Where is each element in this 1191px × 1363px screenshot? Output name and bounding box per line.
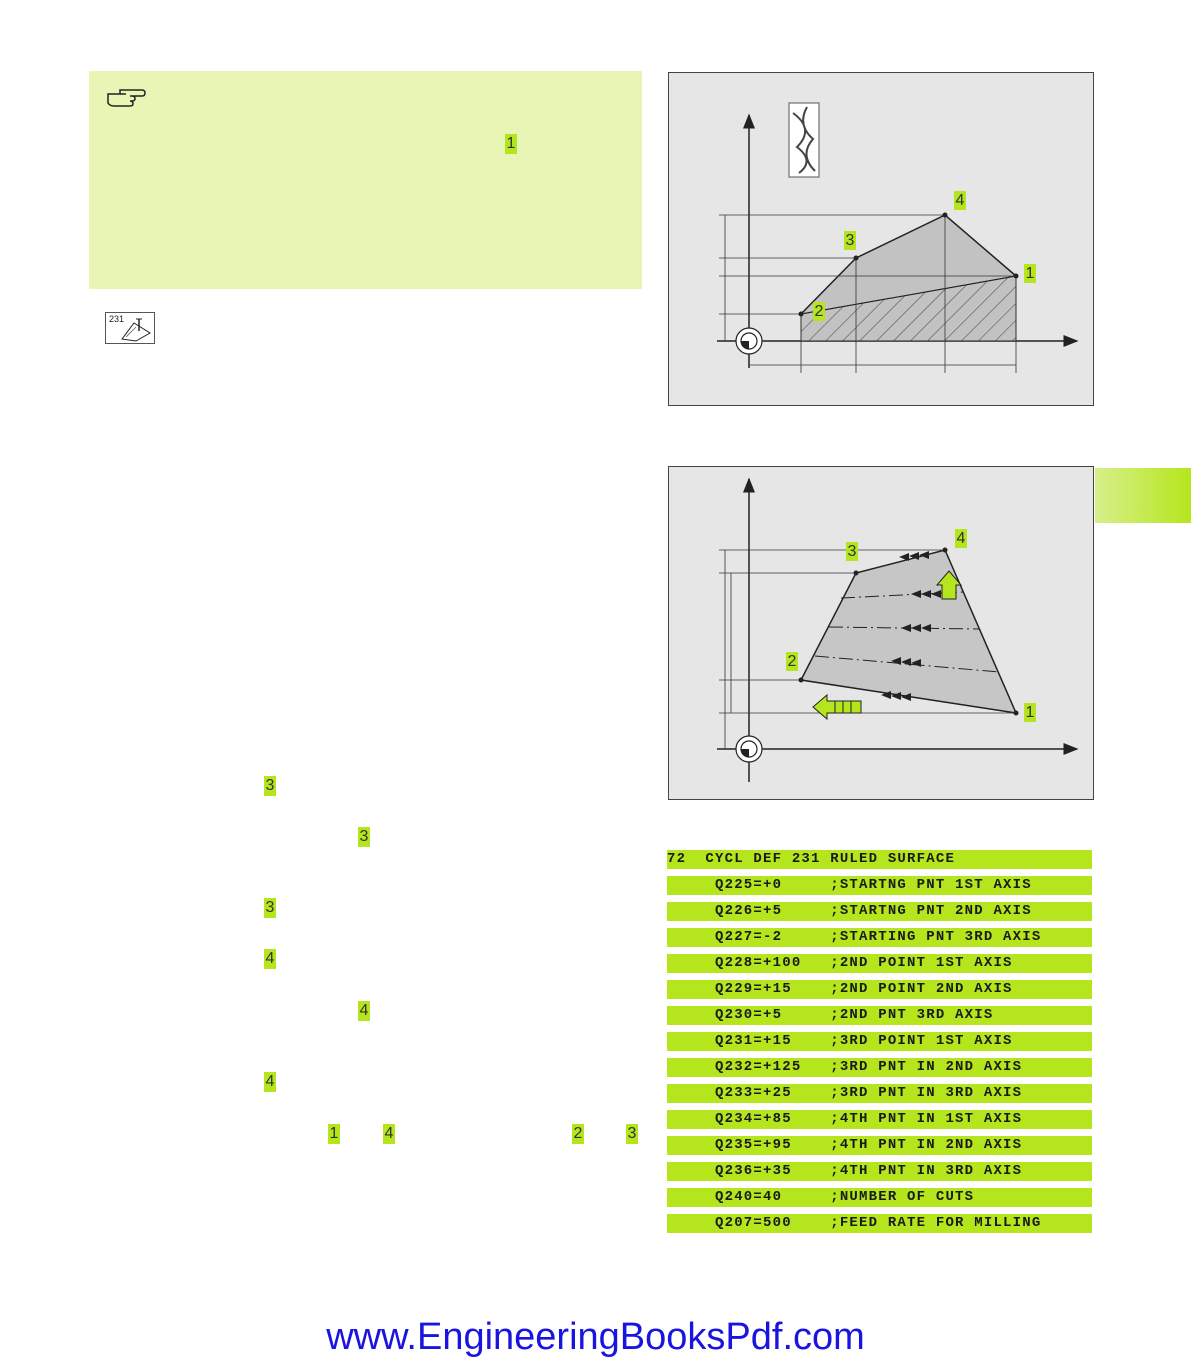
code-line: Q232=+125 ;3RD PNT IN 2ND AXIS <box>667 1058 1092 1077</box>
text-marker-point-3-d: 3 <box>627 1125 637 1142</box>
figure-2-drawing <box>669 467 1095 801</box>
text-marker-point-2: 2 <box>573 1125 583 1142</box>
text-marker-point-4-a: 4 <box>265 950 275 967</box>
code-line: Q236=+35 ;4TH PNT IN 3RD AXIS <box>667 1162 1092 1181</box>
cycle-231-icon <box>105 312 155 344</box>
fig1-label-point-3: 3 <box>845 232 855 249</box>
text-marker-point-3-a: 3 <box>265 777 275 794</box>
cycle-icon-label: 231 <box>109 314 125 324</box>
text-marker-point-1: 1 <box>329 1125 339 1142</box>
code-line: Q229=+15 ;2ND POINT 2ND AXIS <box>667 980 1092 999</box>
code-line: Q240=40 ;NUMBER OF CUTS <box>667 1188 1092 1207</box>
note-box <box>89 71 642 289</box>
figure-ruled-surface-machining <box>668 466 1094 800</box>
text-marker-point-4-c: 4 <box>265 1073 275 1090</box>
code-line: Q230=+5 ;2ND PNT 3RD AXIS <box>667 1006 1092 1025</box>
fig1-label-point-2: 2 <box>814 303 824 320</box>
figure-1-drawing <box>669 73 1095 407</box>
code-line: Q225=+0 ;STARTNG PNT 1ST AXIS <box>667 876 1092 895</box>
code-line: Q233=+25 ;3RD PNT IN 3RD AXIS <box>667 1084 1092 1103</box>
text-marker-point-3-c: 3 <box>265 899 275 916</box>
code-line: Q234=+85 ;4TH PNT IN 1ST AXIS <box>667 1110 1092 1129</box>
figure-ruled-surface-points <box>668 72 1094 406</box>
code-line: Q227=-2 ;STARTING PNT 3RD AXIS <box>667 928 1092 947</box>
code-line: 72 CYCL DEF 231 RULED SURFACE <box>667 850 1092 869</box>
footer-website-link[interactable]: www.EngineeringBooksPdf.com <box>326 1316 865 1358</box>
code-line: Q226=+5 ;STARTNG PNT 2ND AXIS <box>667 902 1092 921</box>
fig1-label-point-4: 4 <box>955 192 965 209</box>
code-line: Q207=500 ;FEED RATE FOR MILLING <box>667 1214 1092 1233</box>
fig1-label-point-1: 1 <box>1025 265 1035 282</box>
pointing-hand-icon <box>106 86 146 108</box>
text-marker-point-3-b: 3 <box>359 828 369 845</box>
chapter-tab <box>1095 468 1191 523</box>
fig2-label-point-4: 4 <box>956 530 966 547</box>
text-marker-point-4-d: 4 <box>384 1125 394 1142</box>
note-marker-point-1: 1 <box>506 135 516 152</box>
fig2-label-point-2: 2 <box>787 653 797 670</box>
text-marker-point-4-b: 4 <box>359 1002 369 1019</box>
fig2-label-point-3: 3 <box>847 543 857 560</box>
code-line: Q228=+100 ;2ND POINT 1ST AXIS <box>667 954 1092 973</box>
code-line: Q235=+95 ;4TH PNT IN 2ND AXIS <box>667 1136 1092 1155</box>
code-line: Q231=+15 ;3RD POINT 1ST AXIS <box>667 1032 1092 1051</box>
fig2-label-point-1: 1 <box>1025 704 1035 721</box>
